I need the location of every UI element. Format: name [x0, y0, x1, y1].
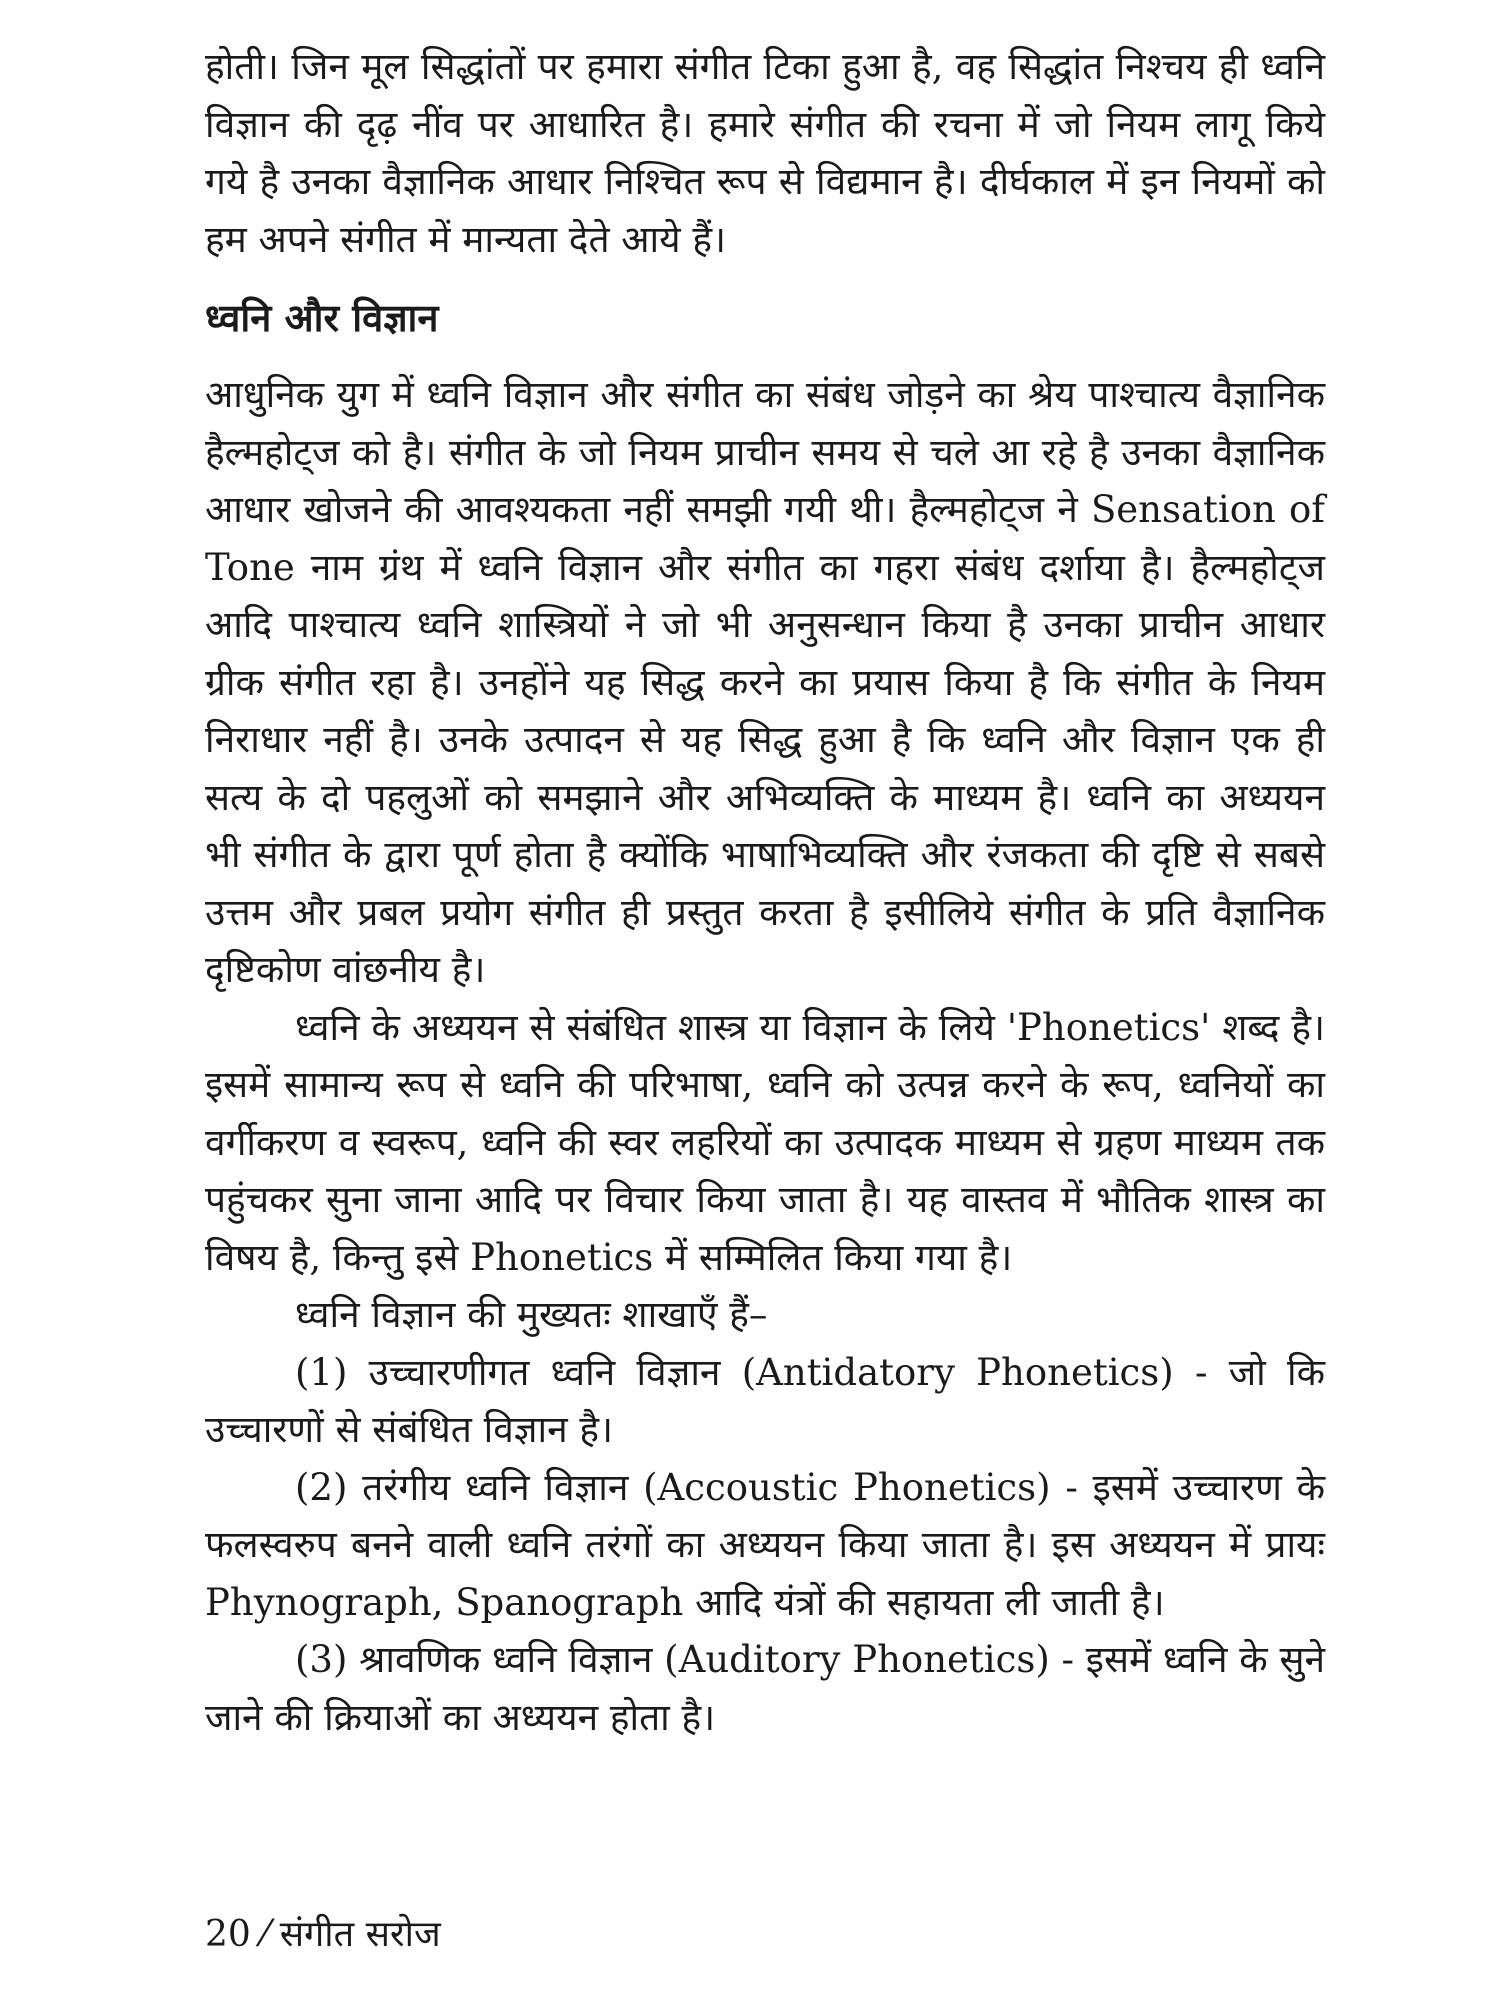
intro-paragraph: होती। जिन मूल सिद्धांतों पर हमारा संगीत टिका हुआ है, वह सिद्धांत निश्चय ही ध्वनि विज्ञान की दृढ़ नींव पर आधारित है। हमारे संगीत की रचना में जो नियम लागू किये गये है उनका वैज्ञानिक आधार निश्चित रूप से विद्यमान है। दीर्घकाल में इन नियमों को हम अपने संगीत में मान्यता देते आये हैं। [205, 45, 1325, 261]
paragraph-phonetics: ध्वनि के अध्ययन से संबंधित शास्त्र या विज्ञान के लिये 'Phonetics' शब्द है। इसमें सामान्य रूप से ध्वनि की परिभाषा, ध्वनि को उत्पन्न करने के रूप, ध्वनियों का वर्गीकरण व स्वरूप, ध्वनि की स्वर लहरियों का उत्पादक माध्यम से ग्रहण माध्यम तक पहुंचकर सुना जाना आदि पर विचार किया जाता है। यह वास्तव में भौतिक शास्त्र का विषय है, किन्तु इसे Phonetics में सम्मिलित किया गया है। [205, 1005, 1325, 1279]
branch-item-1: (1) उच्चारणीगत ध्वनि विज्ञान (Antidatory Phonetics) - जो कि उच्चारणों से संबंधित विज्ञान है। [205, 1350, 1325, 1451]
section-heading: ध्वनि और विज्ञान [205, 295, 439, 340]
page-footer: 20 ⁄ संगीत सरोज [205, 1914, 441, 1955]
branches-intro: ध्वनि विज्ञान की मुख्यतः शाखाएँ हैं– [295, 1293, 768, 1336]
paragraph-history: आधुनिक युग में ध्वनि विज्ञान और संगीत का संबंध जोड़ने का श्रेय पाश्चात्य वैज्ञानिक हैल्महोट्ज को है। संगीत के जो नियम प्राचीन समय से चले आ रहे है उनका वैज्ञानिक आधार खोजने की आवश्यकता नहीं समझी गयी थी। हैल्महोट्ज ने Sensation of Tone नाम ग्रंथ में ध्वनि विज्ञान और संगीत का गहरा संबंध दर्शाया है। हैल्महोट्ज आदि पाश्चात्य ध्वनि शास्त्रियों ने जो भी अनुसन्धान किया है उनका प्राचीन आधार ग्रीक संगीत रहा है। उनहोंने यह सिद्ध करने का प्रयास किया है कि संगीत के नियम निराधार नहीं है। उनके उत्पादन से यह सिद्ध हुआ है कि ध्वनि और विज्ञान एक ही सत्य के दो पहलुओं को समझाने और अभिव्यक्ति के माध्यम है। ध्वनि का अध्ययन भी संगीत के द्वारा पूर्ण होता है क्योंकि भाषाभिव्यक्ति और रंजकता की दृष्टि से सबसे उत्तम और प्रबल प्रयोग संगीत ही प्रस्तुत करता है इसीलिये संगीत के प्रति वैज्ञानिक दृष्टिकोण वांछनीय है। [205, 373, 1325, 991]
page-body [205, 38, 1325, 1746]
branch-item-3: (3) श्रावणिक ध्वनि विज्ञान (Auditory Phonetics) - इसमें ध्वनि के सुने जाने की क्रियाओं का अध्ययन होता है। [205, 1638, 1325, 1739]
branch-item-2: (2) तरंगीय ध्वनि विज्ञान (Accoustic Phonetics) - इसमें उच्चारण के फलस्वरुप बनने वाली ध्वनि तरंगों का अध्ययन किया जाता है। इस अध्ययन में प्रायः Phynograph, Spanograph आदि यंत्रों की सहायता ली जाती है। [205, 1465, 1325, 1624]
